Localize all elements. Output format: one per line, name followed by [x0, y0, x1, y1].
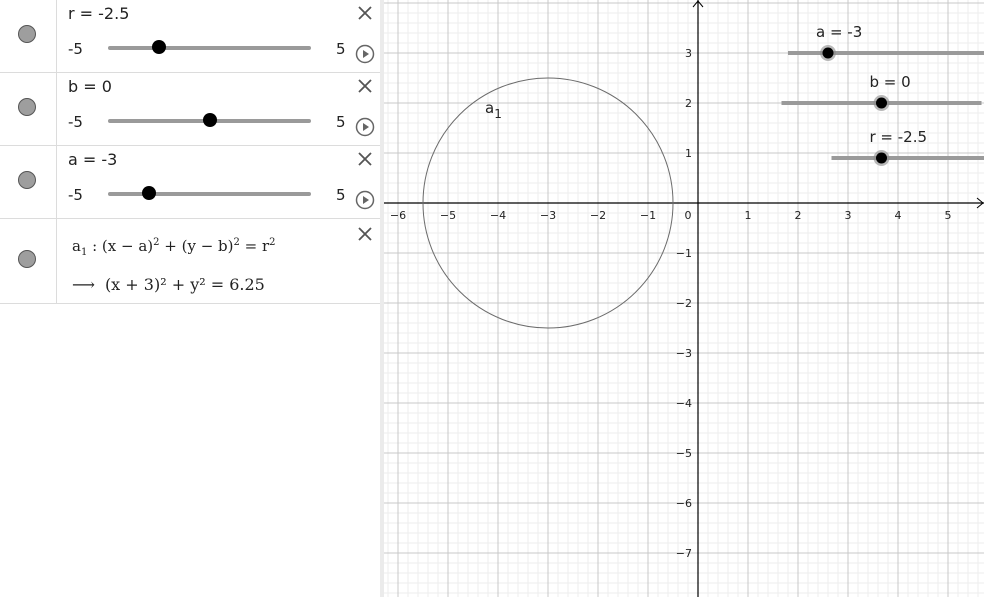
x-tick-label: 4: [894, 209, 902, 222]
slider-track[interactable]: [108, 46, 311, 50]
slider-track[interactable]: [108, 119, 311, 123]
exponent: 2: [153, 237, 160, 248]
slider-min-label: -5: [68, 186, 83, 204]
play-icon[interactable]: [355, 190, 375, 210]
y-tick-label: −4: [675, 397, 692, 410]
slider-min-label: -5: [68, 40, 83, 58]
close-icon[interactable]: [356, 77, 374, 95]
graphics-slider-knob[interactable]: [876, 153, 887, 164]
slider-definition[interactable]: r = -2.5: [68, 4, 130, 23]
play-icon[interactable]: [355, 44, 375, 64]
x-tick-label: 1: [744, 209, 752, 222]
x-tick-labels: [390, 209, 952, 222]
slider-definition[interactable]: a = -3: [68, 150, 118, 169]
marble-icon[interactable]: [18, 25, 36, 43]
algebra-row-b[interactable]: [0, 73, 380, 146]
marble-column: [0, 73, 57, 145]
algebra-row-circle[interactable]: [0, 219, 380, 304]
circle-subscript: 1: [80, 247, 88, 258]
close-icon[interactable]: [356, 4, 374, 22]
circle-definition[interactable]: [72, 237, 276, 258]
slider-track[interactable]: [108, 192, 311, 196]
y-tick-label: −6: [675, 497, 692, 510]
close-icon[interactable]: [356, 225, 374, 243]
x-tick-label: −1: [639, 209, 657, 222]
marble-column: [0, 146, 57, 218]
y-tick-label: −7: [675, 547, 692, 560]
slider-knob[interactable]: [142, 186, 156, 200]
y-tick-label: 2: [685, 97, 692, 110]
slider-knob[interactable]: [203, 113, 217, 127]
graphics-slider-label: r = -2.5: [869, 128, 928, 146]
marble-column: [0, 0, 57, 72]
x-tick-label: −5: [439, 209, 457, 222]
exponent: 2: [269, 237, 276, 248]
graphics-slider-label: a = -3: [816, 23, 863, 41]
y-tick-label: −1: [675, 247, 692, 260]
y-tick-label: −3: [675, 347, 692, 360]
exponent: 2: [233, 237, 240, 248]
x-tick-label: −2: [589, 209, 607, 222]
close-icon[interactable]: [356, 150, 374, 168]
marble-icon[interactable]: [18, 98, 36, 116]
marble-icon[interactable]: [18, 171, 36, 189]
marble-icon[interactable]: [18, 250, 36, 268]
arrow-icon: ⟶: [72, 275, 95, 294]
y-tick-label: 1: [685, 147, 692, 160]
algebra-view: [0, 0, 380, 597]
x-tick-label: −6: [389, 209, 407, 222]
algebra-row-r[interactable]: [0, 0, 380, 73]
x-tick-label: 0: [684, 209, 692, 222]
slider-min-label: -5: [68, 113, 83, 131]
definition-mid: + (y − b): [159, 237, 234, 255]
x-tick-label: −4: [489, 209, 507, 222]
slider-definition[interactable]: b = 0: [68, 77, 112, 96]
x-tick-label: −3: [539, 209, 557, 222]
algebra-row-a[interactable]: [0, 146, 380, 219]
y-tick-label: −5: [675, 447, 692, 460]
slider-max-label: 5: [336, 113, 346, 131]
slider-knob[interactable]: [152, 40, 166, 54]
definition-eq: = r: [239, 237, 270, 255]
x-tick-label: 3: [844, 209, 852, 222]
graphics-slider[interactable]: [788, 23, 984, 61]
marble-column: [0, 219, 57, 303]
slider-max-label: 5: [336, 186, 346, 204]
circle-name: a: [72, 237, 81, 255]
graphics-slider-knob[interactable]: [876, 98, 887, 109]
definition-prefix: : (x − a): [87, 237, 154, 255]
x-tick-label: 5: [944, 209, 952, 222]
circle-equation-value: (x + 3)² + y² = 6.25: [104, 275, 265, 294]
graphics-sliders: [782, 23, 984, 166]
graphics-slider[interactable]: [782, 73, 982, 111]
x-tick-label: 2: [794, 209, 802, 222]
graphics-slider-label: b = 0: [869, 73, 911, 91]
slider-max-label: 5: [336, 40, 346, 58]
graphics-view[interactable]: [384, 0, 984, 597]
circle-result: [72, 275, 265, 294]
circle-label: $a_1$: [485, 99, 502, 121]
play-icon[interactable]: [355, 117, 375, 137]
y-tick-label: 3: [685, 47, 692, 60]
y-tick-label: −2: [675, 297, 692, 310]
graphics-slider-knob[interactable]: [823, 48, 834, 59]
